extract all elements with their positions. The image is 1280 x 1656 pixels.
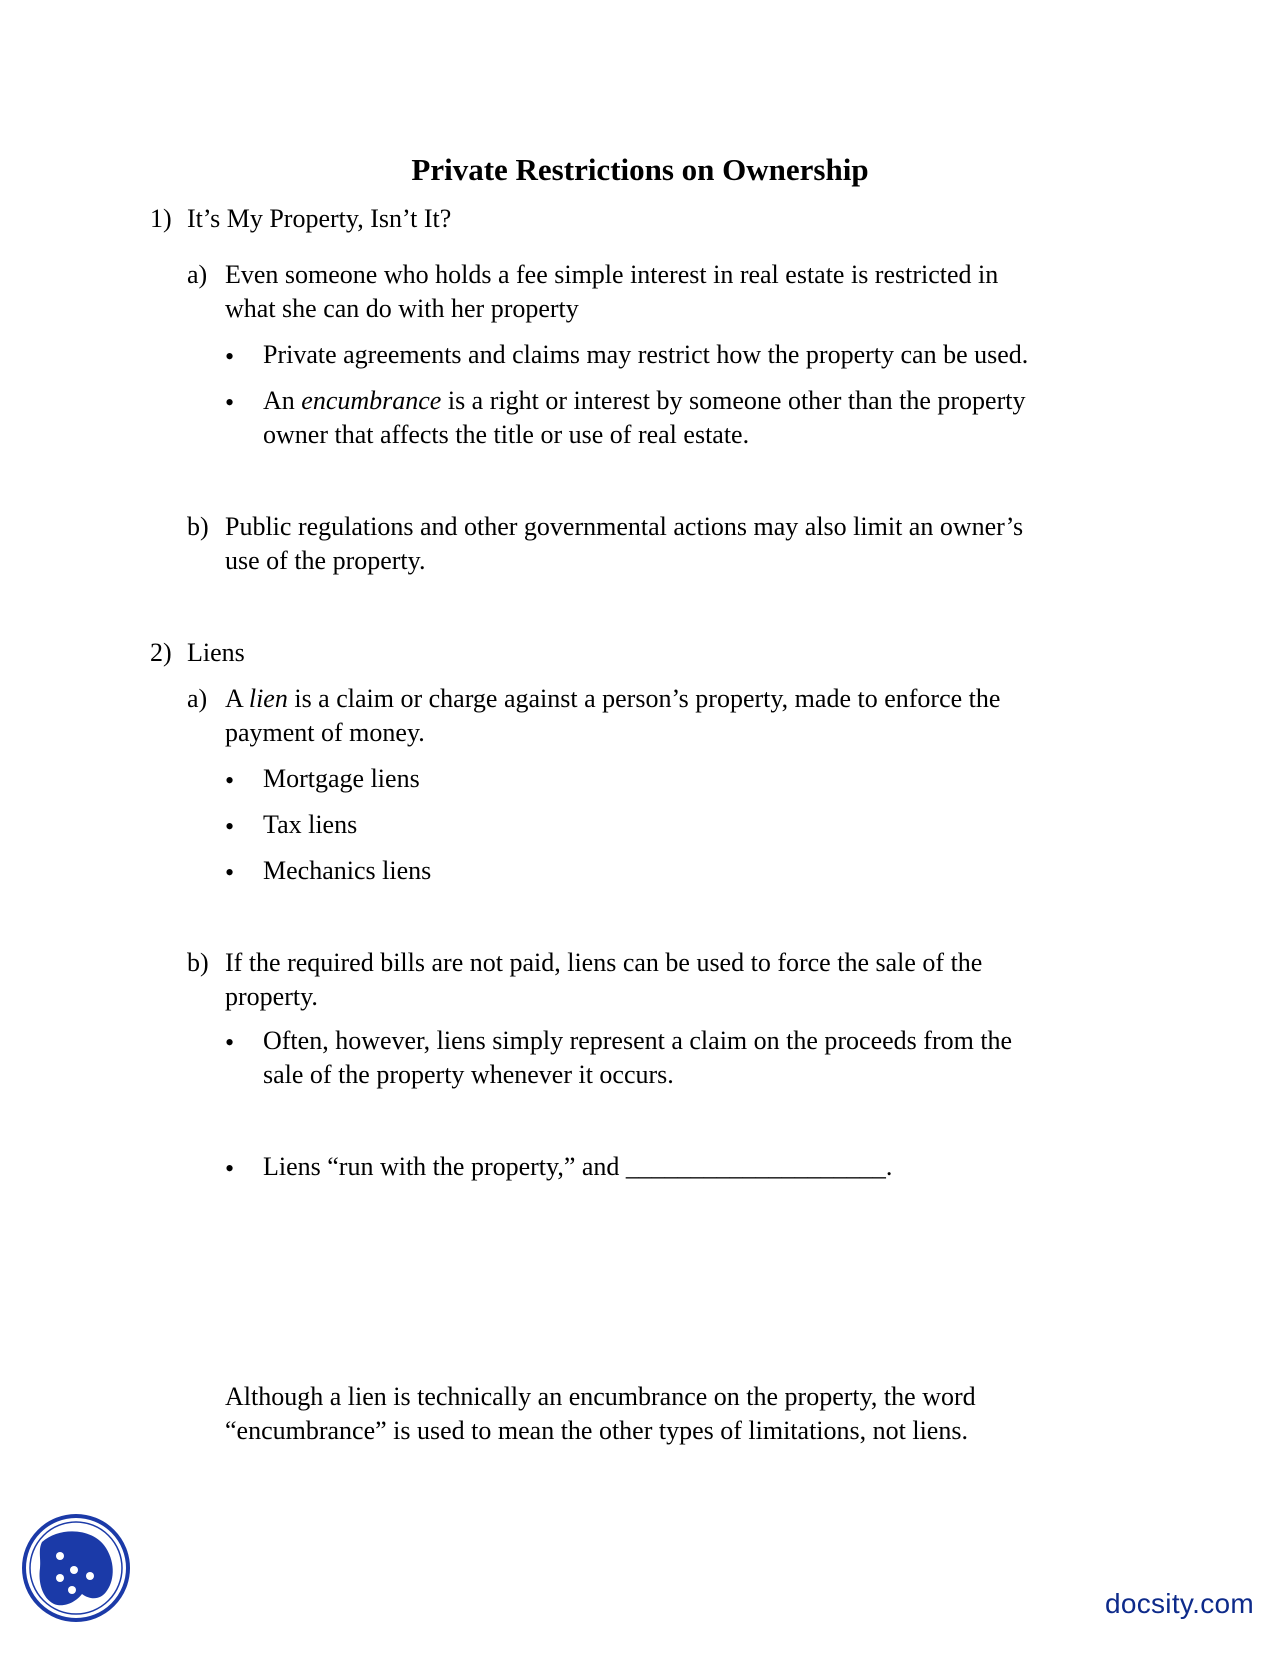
section-1a-bullet-2-line-2: owner that affects the title or use of real estate. — [263, 420, 750, 449]
section-1b-line-1: Public regulations and other governmental actions may also limit an owner’s — [225, 512, 1024, 541]
section-2b-bullet-1-line-1: Often, however, liens simply represent a claim on the proceeds from the — [263, 1026, 1013, 1055]
section-2-number: 2) — [150, 638, 172, 667]
docsity-logo-icon[interactable] — [20, 1512, 132, 1624]
page-title: Private Restrictions on Ownership — [411, 152, 869, 187]
note-line-2: “encumbrance” is used to mean the other types of limitations, not liens. — [225, 1416, 968, 1445]
section-1a-bullet-2: An encumbrance is a right or interest by someone other than the property — [263, 386, 1026, 415]
bullet-icon: • — [225, 1028, 235, 1057]
section-1-heading: It’s My Property, Isn’t It? — [187, 204, 452, 233]
lien-type-item: Mechanics liens — [263, 856, 432, 885]
bullet-icon: • — [225, 342, 235, 371]
section-1a-bullet-1: Private agreements and claims may restrict how the property can be used. — [263, 340, 1029, 369]
docsity-brand-link[interactable]: docsity.com — [1104, 1588, 1254, 1619]
section-2a-line-2: payment of money. — [225, 718, 425, 747]
bullet-icon: • — [225, 812, 235, 841]
section-2b-line-1: If the required bills are not paid, liens can be used to force the sale of the — [225, 948, 983, 977]
bullet-icon: • — [225, 388, 235, 417]
section-1a-line-2: what she can do with her property — [225, 294, 579, 323]
section-2a-line-1: A lien is a claim or charge against a person’s property, made to enforce the — [225, 684, 1001, 713]
lien-type-item: Tax liens — [263, 810, 358, 839]
note-line-1: Although a lien is technically an encumbrance on the property, the word — [225, 1382, 976, 1411]
section-1-number: 1) — [150, 204, 172, 233]
encumbrance-term: encumbrance — [301, 386, 442, 415]
section-1a-number: a) — [187, 260, 208, 289]
lien-type-item: Mortgage liens — [263, 764, 420, 793]
section-2b-number: b) — [187, 948, 209, 977]
bullet-icon: • — [225, 858, 235, 887]
section-2b-line-2: property. — [225, 982, 318, 1011]
lien-term: lien — [248, 684, 288, 713]
bullet-icon: • — [225, 766, 235, 795]
section-1b-number: b) — [187, 512, 209, 541]
section-2b-bullet-2: Liens “run with the property,” and ____________________. — [263, 1152, 893, 1181]
section-1a-line-1: Even someone who holds a fee simple interest in real estate is restricted in — [225, 260, 999, 289]
section-2b-bullet-1-line-2: sale of the property whenever it occurs. — [263, 1060, 674, 1089]
section-2a-number: a) — [187, 684, 208, 713]
bullet-icon: • — [225, 1154, 235, 1183]
section-1b-line-2: use of the property. — [225, 546, 426, 575]
section-2-heading: Liens — [187, 638, 245, 667]
